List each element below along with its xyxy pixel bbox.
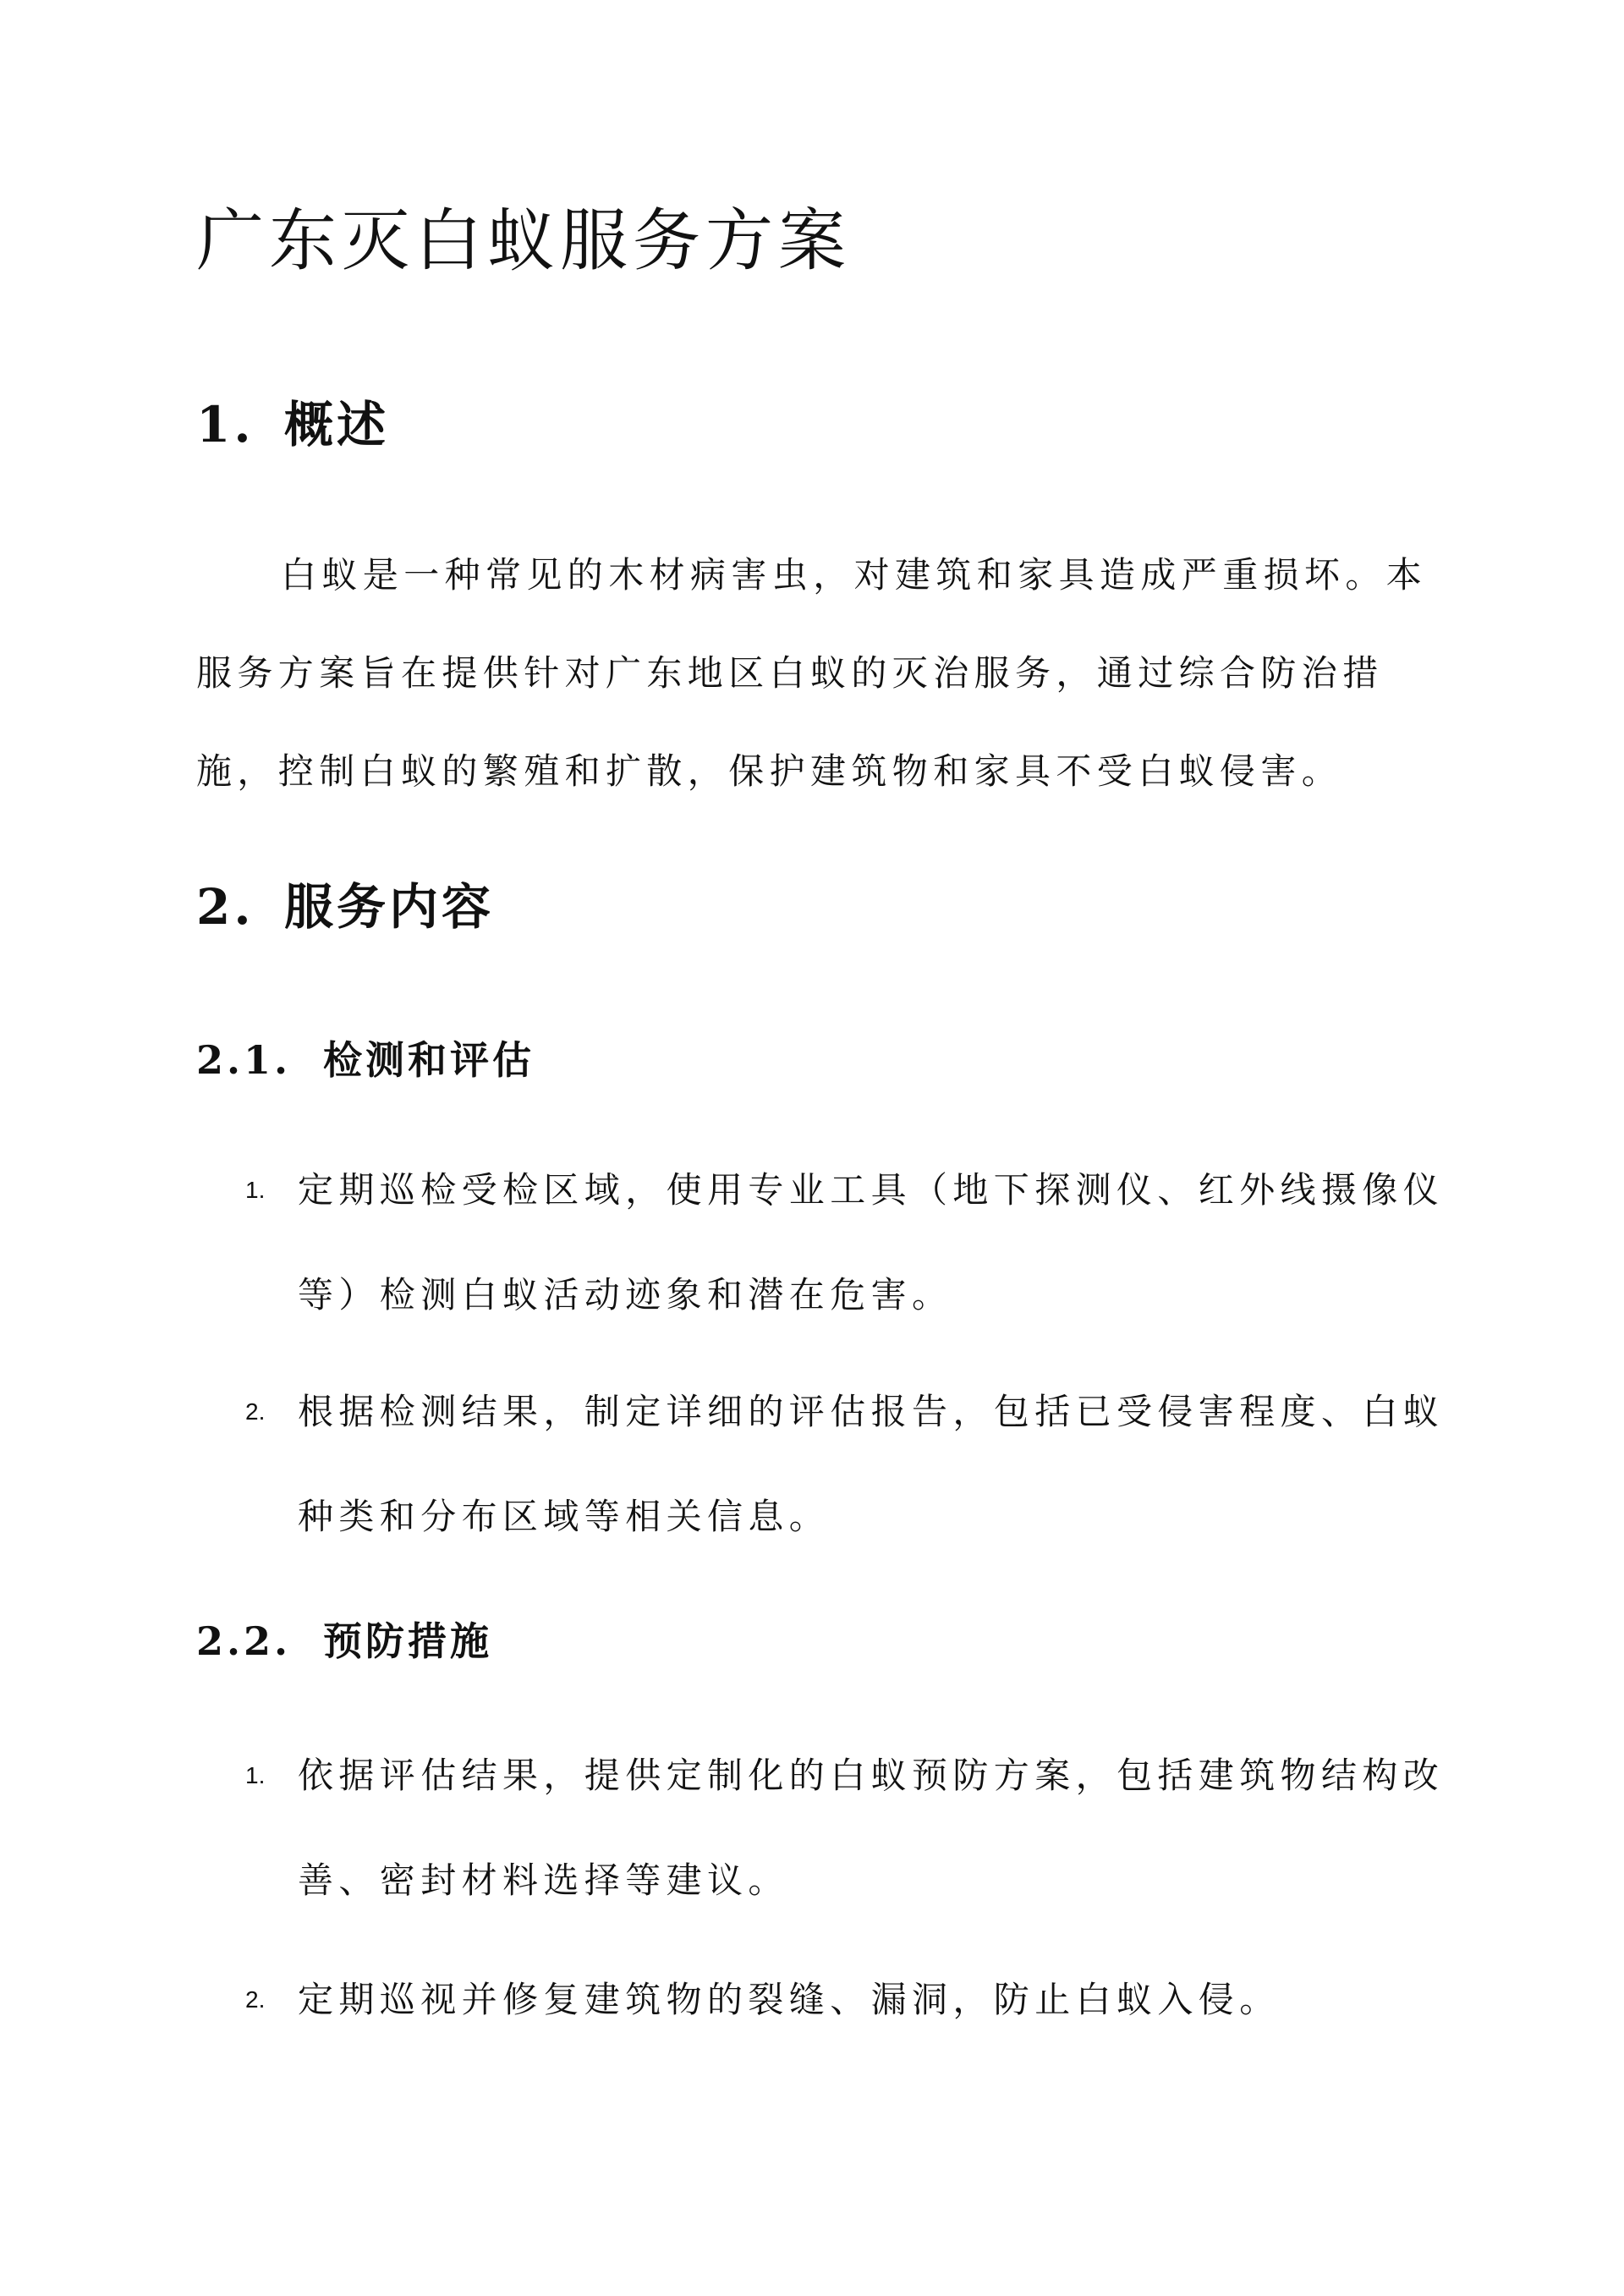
section-number: 1. [196, 396, 255, 453]
section-title: 服务内容 [284, 878, 495, 936]
document-title: 广东灭白蚁服务方案 [196, 201, 851, 280]
list-item-text: 定期巡检受检区域，使用专业工具（地下探测仪、红外线摄像仪等）检测白蚁活动迹象和潜在危害。 [298, 1169, 1445, 1316]
subsection-title: 检测和评估 [323, 1037, 535, 1083]
list-marker: 1. [245, 1762, 266, 1788]
list-item [245, 1359, 1446, 1569]
list-item-text: 依据评估结果，提供定制化的白蚁预防方案，包括建筑物结构改善、密封材料选择等建议。 [298, 1755, 1445, 1901]
list-marker: 1. [245, 1177, 266, 1203]
list-marker: 2. [245, 1398, 266, 1425]
list-item [245, 1947, 1446, 2052]
section-title: 概述 [284, 396, 390, 453]
section-number: 2. [196, 878, 255, 936]
list-item [245, 1723, 1446, 1933]
subsection-title: 预防措施 [323, 1618, 492, 1664]
section-heading-service-content [196, 873, 494, 941]
list-marker: 2. [245, 1986, 266, 2013]
overview-paragraph: 白蚁是一种常见的木材病害虫，对建筑和家具造成严重损坏。本服务方案旨在提供针对广东地区白蚁的灭治服务，通过综合防治措施，控制白蚁的繁殖和扩散，保护建筑物和家具不受白蚁侵害。 [196, 554, 1428, 792]
list-item-text: 定期巡视并修复建筑物的裂缝、漏洞，防止白蚁入侵。 [298, 1979, 1281, 2020]
list-item-text: 根据检测结果，制定详细的评估报告，包括已受侵害程度、白蚁种类和分布区域等相关信息。 [298, 1391, 1445, 1537]
subsection-number: 2.2. [196, 1618, 292, 1664]
section-heading-overview [196, 391, 389, 459]
list-item [245, 1138, 1446, 1348]
subsection-heading-detection [196, 1032, 535, 1088]
subsection-heading-prevention [196, 1613, 492, 1669]
subsection-number: 2.1. [196, 1037, 292, 1083]
